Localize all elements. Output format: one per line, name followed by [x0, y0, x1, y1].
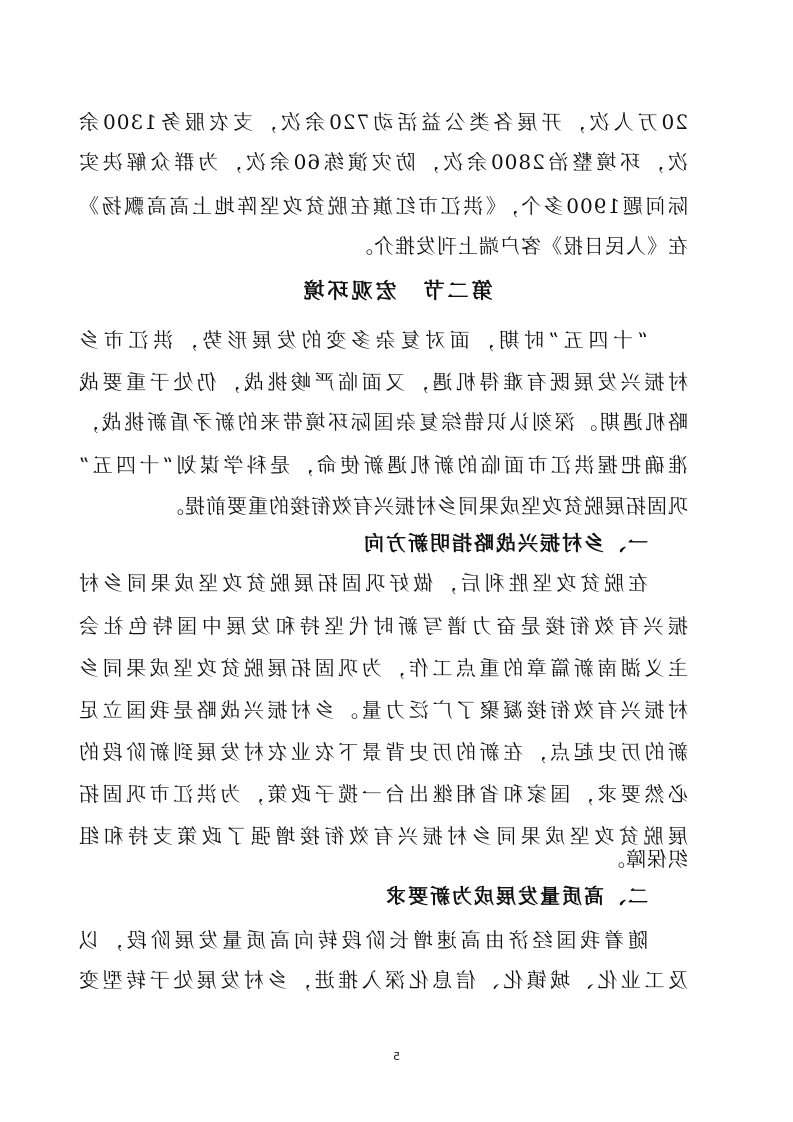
text-line: “十四五”时期，面对复杂多变的发展形势，洪江市乡 — [78, 328, 648, 352]
text-line: 略机遇期。深刻认识错综复杂国际环境带来的新矛盾新挑战， — [78, 410, 688, 434]
text-line: 必然要求，国家和省相继出台一揽子政策，为洪江市巩固拓 — [78, 782, 688, 806]
text-line: 及工业化、城镇化、信息化深入推进，乡村发展处于转型变 — [78, 968, 688, 992]
text-line: 20万人次，开展各类公益活动720余次，支农服务1300余 — [78, 110, 688, 134]
section-title: 第二节 宏观环境 — [300, 278, 493, 303]
text-line: 织保障。 — [604, 847, 688, 871]
text-line: 新的历史起点，在新的历史背景下农业农村发展到新阶段的 — [78, 740, 688, 764]
text-line: 展脱贫攻坚成果同乡村振兴有效衔接增强了政策支持和组 — [78, 824, 688, 848]
text-line: 准确把握洪江市面临的新机遇新使命，是科学谋划“十四五” — [78, 453, 688, 477]
subsection-title: 一、乡村振兴战略指明新方向 — [362, 531, 648, 555]
text-line: 村振兴发展既有难得机遇，又面临严峻挑战，仍处于重要战 — [78, 370, 688, 394]
text-line: 次，环境整治2800余次，防灾演练60余次，为群众解决实 — [78, 150, 688, 174]
text-line: 村振兴有效衔接凝聚了广泛力量。乡村振兴战略是我国立足 — [78, 698, 688, 722]
text-line: 在脱贫攻坚胜利后，做好巩固拓展脱贫攻坚成果同乡村 — [78, 571, 648, 595]
text-line: 主义湖南新篇章的重点工作，为巩固拓展脱贫攻坚成果同乡 — [78, 656, 688, 680]
subsection-title: 二、高质量发展成为新要求 — [384, 884, 648, 908]
page-number: 5 — [393, 1050, 400, 1063]
text-line: 际问题1900多个，《洪江市红旗在脱贫攻坚阵地上高高飘扬》 — [78, 194, 688, 218]
text-line: 在《人民日报》客户端上刊发推介。 — [352, 234, 688, 258]
text-line: 随着我国经济由高速增长阶段转向高质量发展阶段，以 — [78, 928, 648, 952]
text-line: 振兴有效衔接是奋力谱写新时代坚持和发展中国特色社会 — [78, 614, 688, 638]
text-line: 巩固拓展脱贫攻坚成果同乡村振兴有效衔接的重要前提。 — [163, 494, 688, 518]
